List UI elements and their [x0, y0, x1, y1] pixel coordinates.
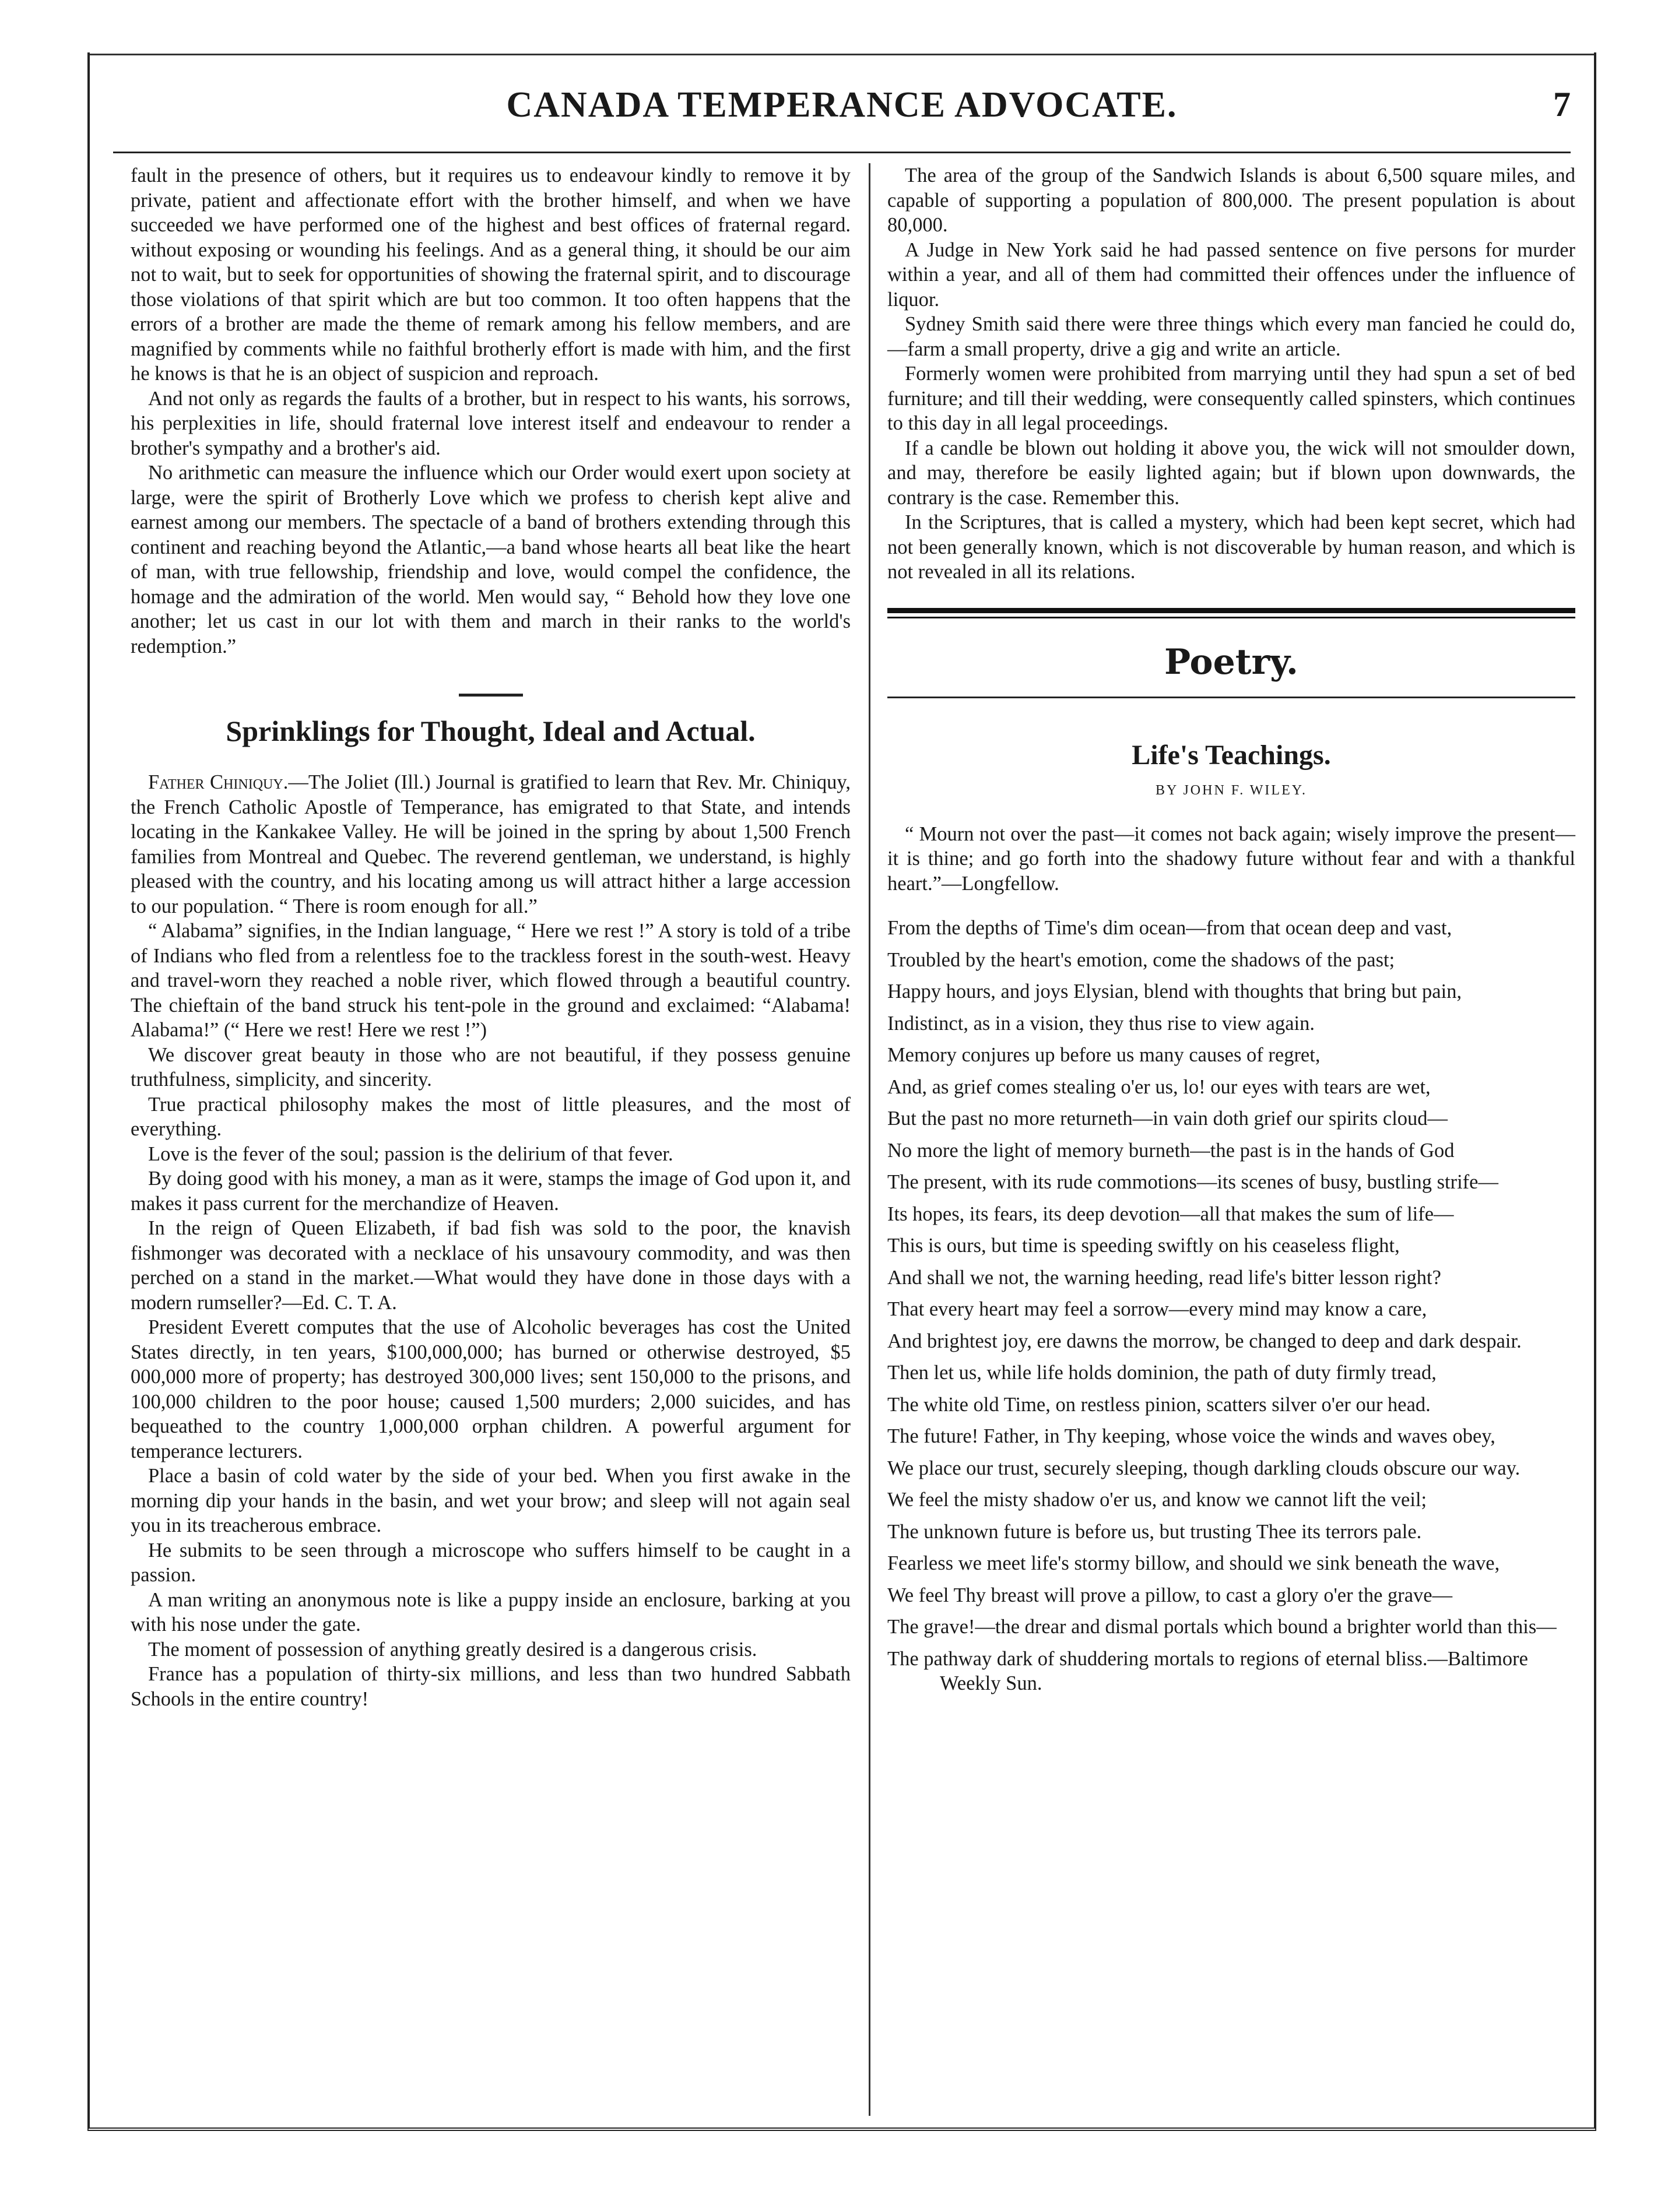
fact-item: If a candle be blown out holding it above you, the wick will not smoulder down, and may, therefore be easily lighted again; but if blown upon downwards, the contrary is the case. Remember this. [887, 437, 1575, 509]
fact-item: The area of the group of the Sandwich Islands is about 6,500 square miles, and capable of supporting a population of 800,000. The present population is about 80,000. [887, 164, 1575, 236]
poem-line: The present, with its rude commotions—its scenes of busy, bustling strife— [887, 1171, 1498, 1193]
poem-epigraph: “ Mourn not over the past—it comes not back again; wisely improve the present—it is thine; and go forth into the shadowy future without fear and with a thankful heart.”—Longfellow. [887, 822, 1575, 895]
poem-line: And shall we not, the warning heeding, read life's bitter lesson right? [887, 1266, 1441, 1289]
poetry-heading: Poetry. [1164, 641, 1298, 683]
poem-line: The grave!—the drear and dismal portals which bound a brighter world than this— [887, 1616, 1557, 1638]
poem-line: The future! Father, in Thy keeping, whose voice the winds and waves obey, [887, 1425, 1495, 1447]
column-divider [869, 163, 870, 2116]
fact-item: In the Scriptures, that is called a mystery, which had been kept secret, which had not been generally known, which is not discoverable by human reason, and which is not revealed in all its relations. [887, 511, 1575, 583]
poem-line: The white old Time, on restless pinion, scatters silver o'er our head. [887, 1393, 1431, 1416]
article-paragraph: fault in the presence of others, but it requires us to endeavour kindly to remove it by private, patient and affectionate effort with the brother himself, and when we have succeeded we have performed one of the highest and best offices of fraternal regard. without exposing or wounding his feelings. And as a general thing, it should be our aim not to wait, but to seek for opportunities of showing the fraternal spirit, and to discourage those violations of that spirit which are but too common. It too often happens that the errors of a brother are made the theme of remark among his fellow members, and are magnified by comments while no faithful brotherly effort is made with him, and the first he knows is that he is an object of suspicion and reproach. [131, 164, 851, 385]
newspaper-page [87, 52, 1596, 2131]
poem-line: We feel Thy breast will prove a pillow, to cast a glory o'er the grave— [887, 1584, 1453, 1606]
poem-line: Memory conjures up before us many causes of regret, [887, 1044, 1321, 1066]
poem-line: From the depths of Time's dim ocean—from that ocean deep and vast, [887, 917, 1452, 939]
news-item: True practical philosophy makes the most of little pleasures, and the most of everything. [131, 1093, 851, 1140]
left-column [131, 163, 851, 2116]
article-paragraph: No arithmetic can measure the influence which our Order would exert upon society at large, were the spirit of Brotherly Love which we profess to cherish kept alive and earnest among our members. The spectacle of a band of brothers extending through this continent and reaching beyond the Atlantic,—a band whose hearts all beat like the heart of man, with true fellowship, friendship and love, would compel the confidence, the homage and the admiration of the world. Men would say, “ Behold how they love one another; let us cast in our lot with them and march in their ranks to the world's redemption.” [131, 462, 851, 657]
news-item [131, 770, 851, 919]
poem-line: And brightest joy, ere dawns the morrow, be changed to deep and dark despair. [887, 1330, 1522, 1352]
poem-line: The pathway dark of shuddering mortals to regions of eternal bliss.—Baltimore Weekly Sun. [887, 1647, 1528, 1694]
poem-body [887, 916, 1575, 1696]
poem-line: No more the light of memory burneth—the past is in the hands of God [887, 1139, 1455, 1162]
page-number: 7 [1553, 85, 1571, 124]
poem-line: But the past no more returneth—in vain doth grief our spirits cloud— [887, 1107, 1448, 1130]
news-item: Place a basin of cold water by the side of your bed. When you first awake in the morning dip your hands in the basin, and wet your brow; and sleep will not again seal you in its treacherous embrace. [131, 1465, 851, 1536]
news-item: In the reign of Queen Elizabeth, if bad fish was sold to the poor, the knavish fishmonger was decorated with a necklace of his unsavoury commodity, and was then perched on a stand in the market.—What would they have done in those days with a modern rumseller?—Ed. C. T. A. [131, 1217, 851, 1314]
publication-title: CANADA TEMPERANCE ADVOCATE. [506, 85, 1178, 125]
news-item: France has a population of thirty-six millions, and less than two hundred Sabbath Schools in the entire country! [131, 1663, 851, 1710]
poem-title: Life's Teachings. [1132, 739, 1331, 771]
news-item: By doing good with his money, a man as it were, stamps the image of God upon it, and makes it pass current for the merchandize of Heaven. [131, 1167, 851, 1215]
fact-item: Sydney Smith said there were three things which every man fancied he could do,—farm a small property, drive a gig and write an article. [887, 313, 1575, 360]
fact-item: Formerly women were prohibited from marrying until they had spun a set of bed furniture; and till their wedding, were consequently called spinsters, which continues to this day in all legal proceedings. [887, 363, 1575, 434]
section-separator [459, 694, 523, 697]
poem-line: We feel the misty shadow o'er us, and know we cannot lift the veil; [887, 1489, 1427, 1511]
poem-byline: BY JOHN F. WILEY. [1156, 782, 1307, 798]
news-item: “ Alabama” signifies, in the Indian language, “ Here we rest !” A story is told of a tribe of Indians who fled from a relentless foe to the trackless forest in the south-west. Heavy and travel-worn they reached a noble river, which flowed through a beautiful country. The chieftain of the band struck his tent-pole in the ground and exclaimed: “Alabama! Alabama!” (“ Here we rest! Here we rest !”) [131, 920, 851, 1041]
news-item: He submits to be seen through a microscope who suffers himself to be caught in a passion. [131, 1539, 851, 1586]
item-lead: Father Chiniquy. [148, 771, 289, 793]
header-rule [113, 152, 1571, 153]
news-item: We discover great beauty in those who are not beautiful, if they possess genuine truthfulness, simplicity, and sincerity. [131, 1043, 851, 1091]
poem-line: The unknown future is before us, but trusting Thee its terrors pale. [887, 1520, 1422, 1543]
section-rule [887, 608, 1575, 618]
poem-line: We place our trust, securely sleeping, though darkling clouds obscure our way. [887, 1457, 1520, 1479]
section-title: Sprinklings for Thought, Ideal and Actual. [226, 715, 756, 747]
poem-line: Happy hours, and joys Elysian, blend with thoughts that bring but pain, [887, 980, 1462, 1003]
poem-line: Fearless we meet life's stormy billow, and should we sink beneath the wave, [887, 1552, 1500, 1574]
section-rule [887, 697, 1575, 698]
poem-line: That every heart may feel a sorrow—every mind may know a care, [887, 1298, 1427, 1320]
right-column [887, 163, 1575, 2116]
poem-line: This is ours, but time is speeding swiftly on his ceaseless flight, [887, 1235, 1400, 1257]
poem-line: Then let us, while life holds dominion, the path of duty firmly tread, [887, 1362, 1437, 1384]
poem-line: Indistinct, as in a vision, they thus rise to view again. [887, 1012, 1315, 1035]
fact-item: A Judge in New York said he had passed sentence on five persons for murder within a year, and all of them had committed their offences under the influence of liquor. [887, 238, 1575, 311]
article-paragraph: And not only as regards the faults of a brother, but in respect to his wants, his sorrows, his perplexities in life, should fraternal love interest itself and endeavour to render a brother's sympathy and a brother's aid. [131, 387, 851, 459]
news-item: President Everett computes that the use of Alcoholic beverages has cost the United States directly, in ten years, $100,000,000; has burned or otherwise destroyed, $5 000,000 more of property; has destroyed 300,000 lives; sent 150,000 to the prisons, and 100,000 children to the poor house; caused 1,500 murders; 2,000 suicides, and has bequeathed to the country 1,000,000 orphan children. A powerful argument for temperance lecturers. [131, 1316, 851, 1462]
news-item: A man writing an anonymous note is like a puppy inside an enclosure, barking at you with his nose under the gate. [131, 1588, 851, 1636]
poem-line: Troubled by the heart's emotion, come the shadows of the past; [887, 948, 1395, 971]
poem-line: And, as grief comes stealing o'er us, lo! our eyes with tears are wet, [887, 1075, 1431, 1098]
news-item: The moment of possession of anything greatly desired is a dangerous crisis. [148, 1638, 757, 1661]
page-header [90, 85, 1594, 137]
news-item: Love is the fever of the soul; passion is the delirium of that fever. [148, 1142, 673, 1165]
poem-line: Its hopes, its fears, its deep devotion—all that makes the sum of life— [887, 1202, 1454, 1225]
item-body: —The Joliet (Ill.) Journal is gratified to learn that Rev. Mr. Chiniquy, the French Catholic Apostle of Temperance, has emigrated to that State, and intends locating in the Kankakee Valley. He will be joined in the spring by about 1,500 French families from Montreal and Quebec. The reverend gentleman, we understand, is highly pleased with the country, and his locating among us will attract hither a large accession to our population. “ There is room enough for all.” [131, 771, 851, 917]
